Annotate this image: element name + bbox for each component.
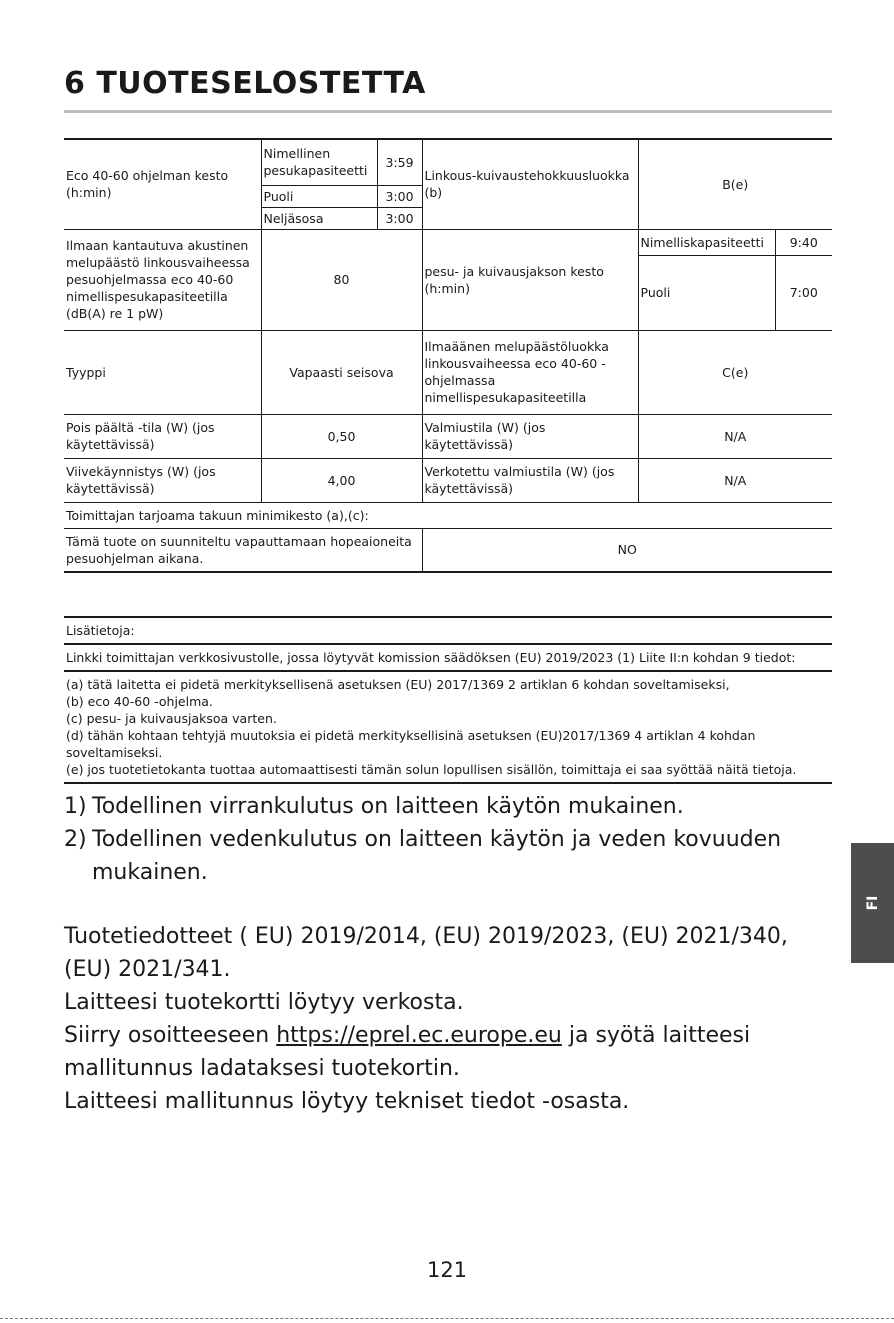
standby-label: Valmiustila (W) (jos käytettävissä) <box>422 414 638 458</box>
delay-start-row <box>64 458 832 502</box>
page-title: 6 TUOTESELOSTETTA <box>64 66 426 101</box>
note-b: (b) eco 40-60 -ohjelma. <box>66 694 213 709</box>
eco-duration-sublabel: Neljäsosa <box>261 207 377 229</box>
additional-info <box>64 616 832 784</box>
footnote-text: Todellinen virrankulutus on laitteen käytön mukainen. <box>92 794 684 819</box>
type-row <box>64 330 832 414</box>
wash-dry-value: 7:00 <box>775 255 832 330</box>
footnote-item <box>64 790 832 823</box>
product-spec-table <box>64 138 832 573</box>
silver-ions-value: NO <box>422 528 832 572</box>
product-info-visit-post: ja syötä laitteesi mallitunnus ladataksesi tuotekortin. <box>64 1023 751 1081</box>
delay-start-value: 4,00 <box>261 458 422 502</box>
note-a: (a) tätä laitetta ei pidetä merkityksellisenä asetuksen (EU) 2017/1369 2 artiklan 6 kohdan soveltamiseksi, <box>66 677 730 692</box>
page-cut-line <box>0 1318 894 1319</box>
title-divider <box>64 110 832 113</box>
notes-block <box>64 670 832 784</box>
type-value: Vapaasti seisova <box>261 330 422 414</box>
off-mode-label: Pois päältä -tila (W) (jos käytettävissä) <box>64 414 261 458</box>
wash-dry-sublabel: Nimelliskapasiteetti <box>638 229 775 255</box>
product-info-block <box>64 920 834 1118</box>
product-info-visit <box>64 1019 834 1085</box>
off-mode-value: 0,50 <box>261 414 422 458</box>
footnote-item <box>64 823 832 889</box>
eco-duration-sublabel: Puoli <box>261 185 377 207</box>
warranty-row <box>64 502 832 528</box>
delay-start-label: Viivekäynnistys (W) (jos käytettävissä) <box>64 458 261 502</box>
noise-label: Ilmaan kantautuva akustinen melupäästö linkousvaiheessa pesuohjelmassa eco 40-60 nimellispesukapasiteetilla (dB(A) re 1 pW) <box>64 229 261 330</box>
product-info-model: Laitteesi mallitunnus löytyy tekniset tiedot -osasta. <box>64 1089 630 1114</box>
noise-row-1 <box>64 229 832 255</box>
product-info-online: Laitteesi tuotekortti löytyy verkosta. <box>64 990 464 1015</box>
eprel-link[interactable]: https://eprel.ec.europe.eu <box>276 1023 562 1048</box>
off-mode-row <box>64 414 832 458</box>
supplier-link-text: Linkki toimittajan verkkosivustolle, jossa löytyvät komission säädöksen (EU) 2019/2023 (1) Liite II:n kohdan 9 tiedot: <box>64 643 832 670</box>
noise-class-label: Ilmaäänen melupäästöluokka linkousvaiheessa eco 40-60 -ohjelmassa nimellispesukapasiteetilla <box>422 330 638 414</box>
eco-duration-value: 3:00 <box>377 185 422 207</box>
networked-standby-value: N/A <box>638 458 832 502</box>
product-info-regulations: Tuotetiedotteet ( EU) 2019/2014, (EU) 2019/2023, (EU) 2021/340, (EU) 2021/341. <box>64 924 788 982</box>
eco-duration-row-1 <box>64 139 832 185</box>
standby-value: N/A <box>638 414 832 458</box>
silver-ions-row <box>64 528 832 572</box>
footnote-number: 2) <box>64 827 87 852</box>
wash-dry-value: 9:40 <box>775 229 832 255</box>
product-info-visit-pre: Siirry osoitteeseen <box>64 1023 277 1048</box>
warranty-label: Toimittajan tarjoama takuun minimikesto (a),(c): <box>64 502 832 528</box>
footnote-number: 1) <box>64 794 87 819</box>
spin-class-label: Linkous-kuivaustehokkuusluokka (b) <box>422 139 638 229</box>
noise-value: 80 <box>261 229 422 330</box>
note-e: (e) jos tuotetietokanta tuottaa automaattisesti tämän solun lopullisen sisällön, toimittaja ei saa syöttää näitä tietoja. <box>66 762 797 777</box>
eco-duration-value: 3:00 <box>377 207 422 229</box>
note-d: (d) tähän kohtaan tehtyjä muutoksia ei pidetä merkityksellisinä asetuksen (EU)2017/1369 4 artiklan 4 kohdan soveltamiseksi. <box>66 728 756 760</box>
type-label: Tyyppi <box>64 330 261 414</box>
language-tab-label: FI <box>864 895 881 911</box>
silver-ions-label: Tämä tuote on suunniteltu vapauttamaan hopeaioneita pesuohjelman aikana. <box>64 528 422 572</box>
networked-standby-label: Verkotettu valmiustila (W) (jos käytettävissä) <box>422 458 638 502</box>
eco-duration-label: Eco 40-60 ohjelman kesto (h:min) <box>64 139 261 229</box>
additional-info-label: Lisätietoja: <box>64 616 832 643</box>
note-c: (c) pesu- ja kuivausjaksoa varten. <box>66 711 277 726</box>
language-tab <box>851 843 894 963</box>
wash-dry-sublabel: Puoli <box>638 255 775 330</box>
footnote-text: Todellinen vedenkulutus on laitteen käytön ja veden kovuuden mukainen. <box>92 827 782 885</box>
eco-duration-value: 3:59 <box>377 139 422 185</box>
wash-dry-duration-label: pesu- ja kuivausjakson kesto (h:min) <box>422 229 638 330</box>
spin-class-value: B(e) <box>638 139 832 229</box>
footnote-list <box>64 790 832 889</box>
page-number: 121 <box>426 1258 468 1282</box>
eco-duration-sublabel: Nimellinen pesukapasiteetti <box>261 139 377 185</box>
noise-class-value: C(e) <box>638 330 832 414</box>
